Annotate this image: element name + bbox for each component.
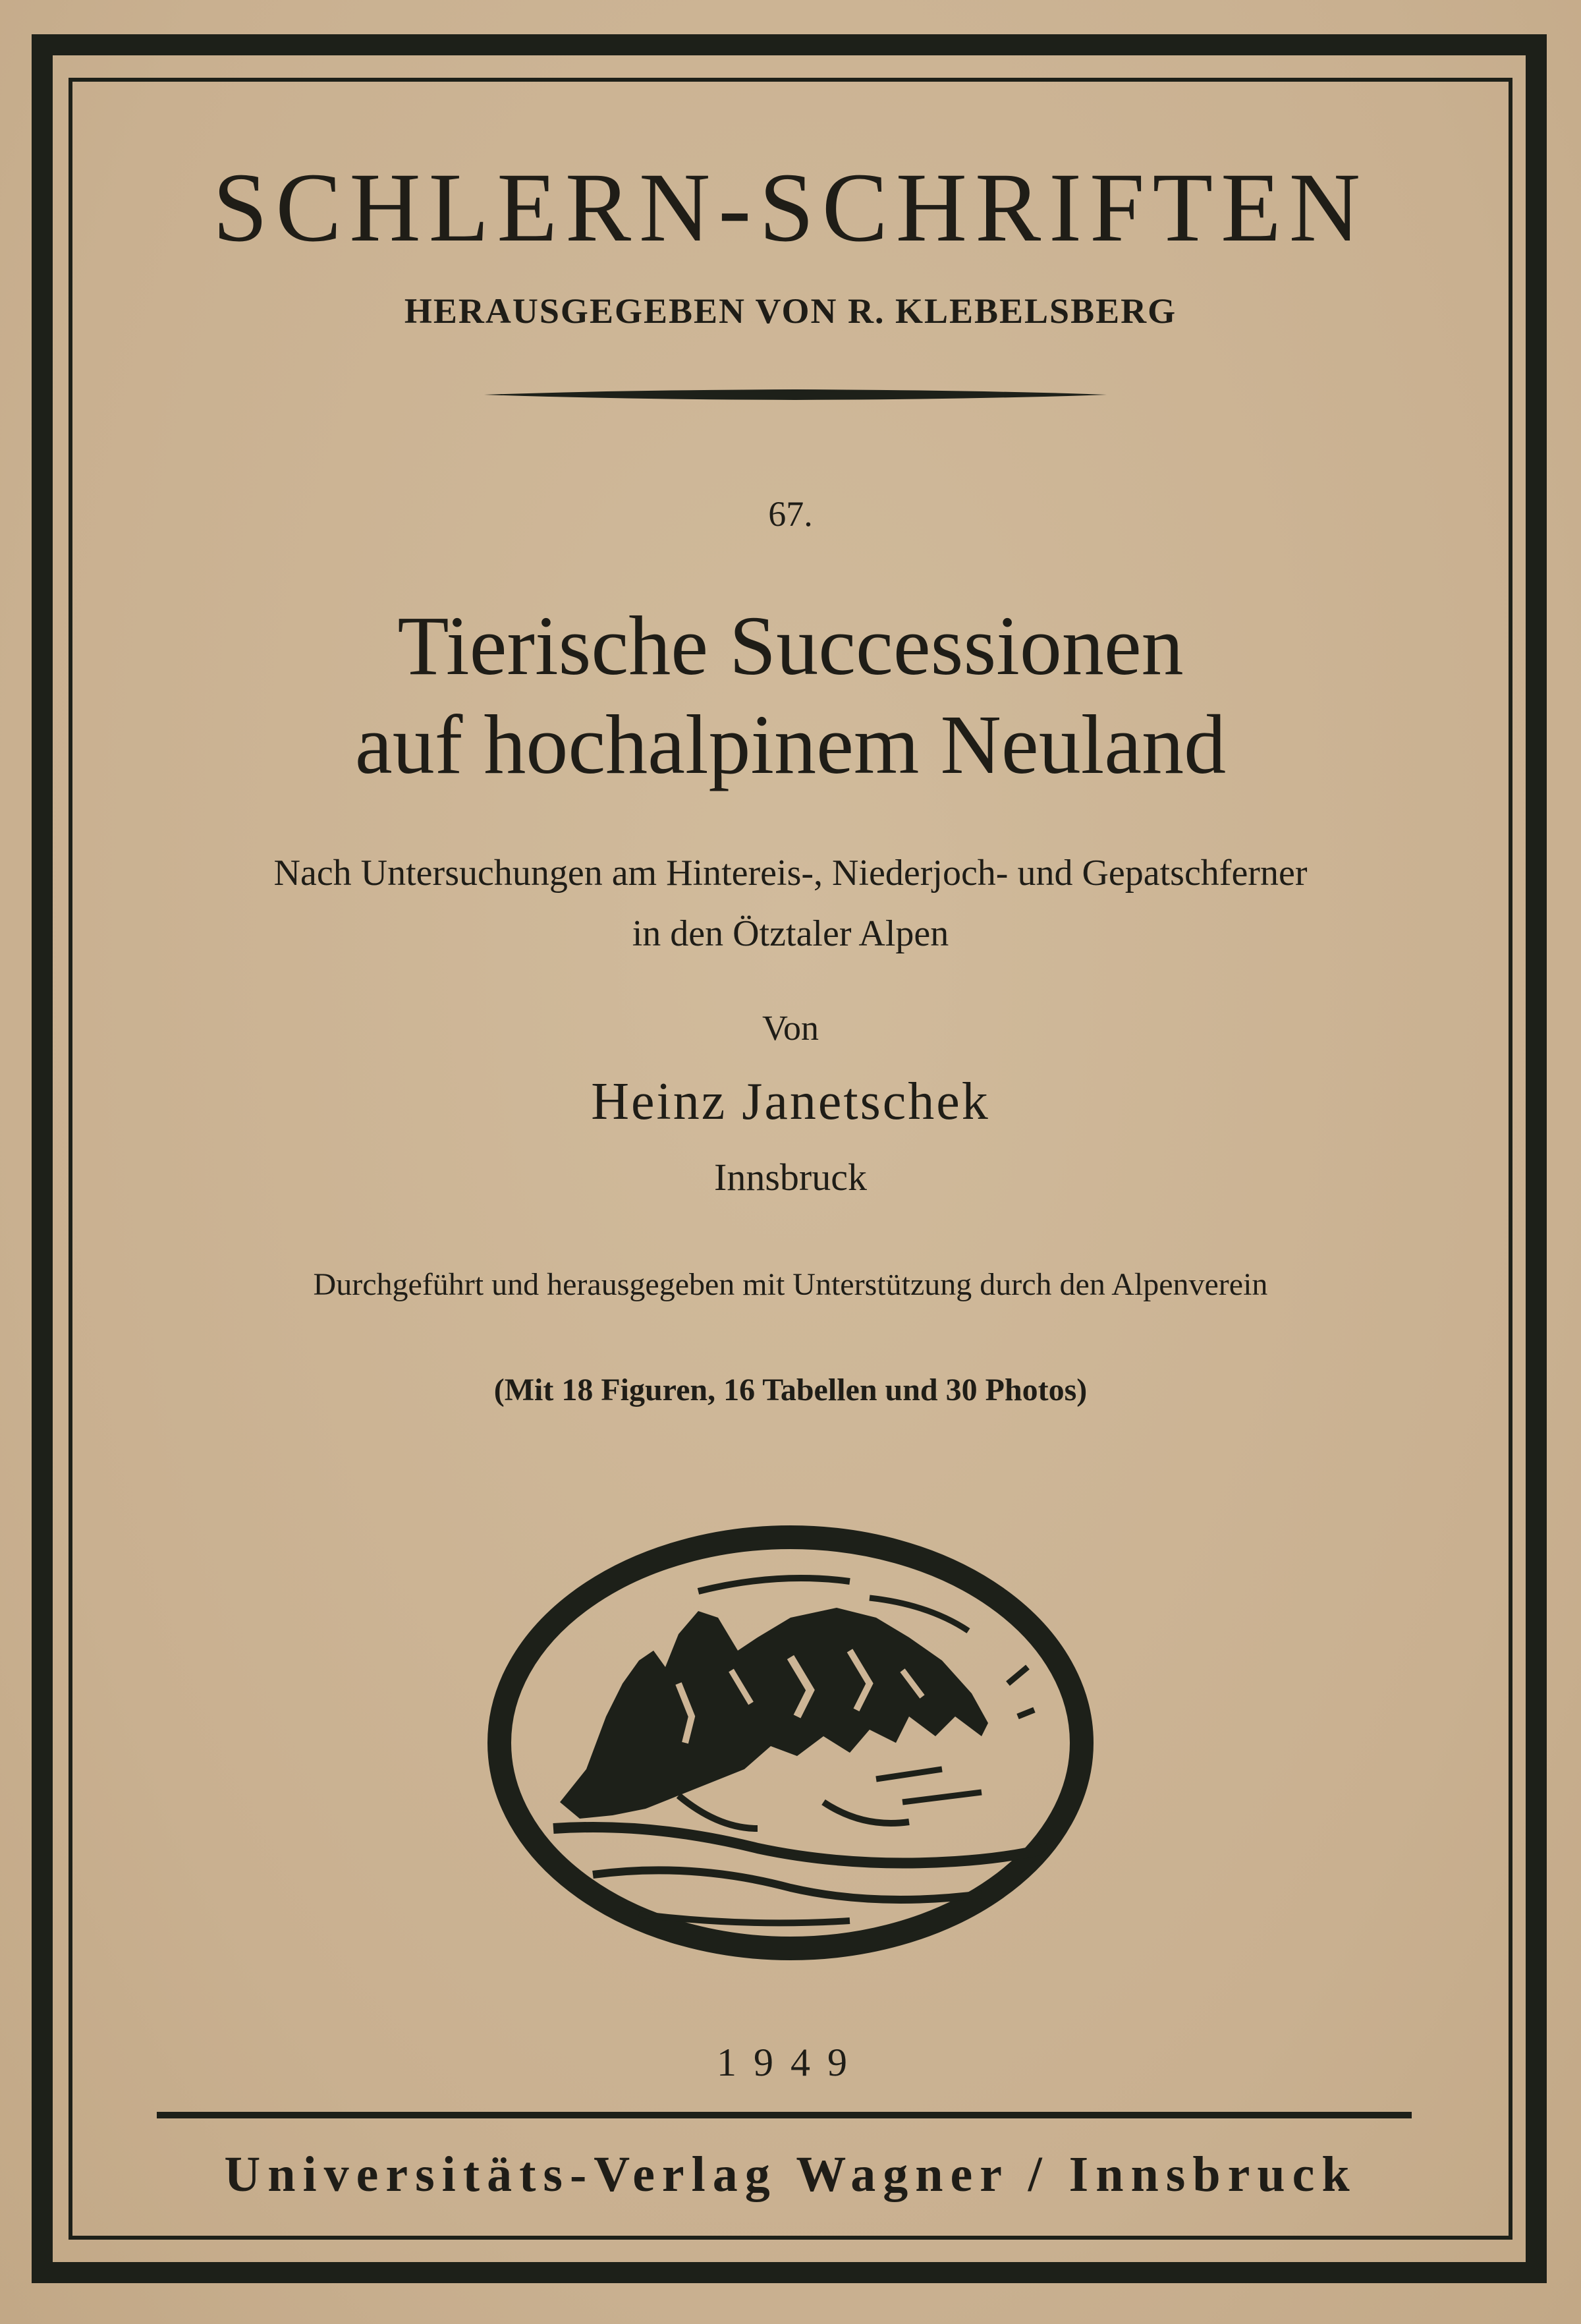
- by-label: Von: [762, 1008, 819, 1048]
- publication-year: 1949: [717, 2041, 864, 2084]
- subtitle-line-2: in den Ötztaler Alpen: [632, 913, 949, 954]
- author-name: Heinz Janetschek: [591, 1073, 990, 1131]
- support-note: Durchgeführt und herausgegeben mit Unterstützung durch den Alpenverein: [313, 1267, 1268, 1302]
- publisher-imprint: Universitäts-Verlag Wagner / Innsbruck: [224, 2147, 1357, 2202]
- contents-note: (Mit 18 Figuren, 16 Tabellen und 30 Photos): [493, 1373, 1088, 1407]
- bottom-rule: [157, 2112, 1412, 2118]
- mountain-emblem-icon: [481, 1519, 1100, 1967]
- series-editor: HERAUSGEGEBEN VON R. KLEBELSBERG: [404, 291, 1177, 331]
- book-title-line-1: Tierische Successionen: [397, 599, 1184, 693]
- author-city: Innsbruck: [714, 1156, 867, 1199]
- volume-number: 67.: [768, 494, 813, 534]
- book-title-line-2: auf hochalpinem Neuland: [354, 698, 1227, 791]
- series-title: SCHLERN-SCHRIFTEN: [212, 153, 1369, 262]
- decorative-rule: [484, 389, 1107, 401]
- subtitle-line-1: Nach Untersuchungen am Hintereis-, Niederjoch- und Gepatschferner: [273, 853, 1308, 893]
